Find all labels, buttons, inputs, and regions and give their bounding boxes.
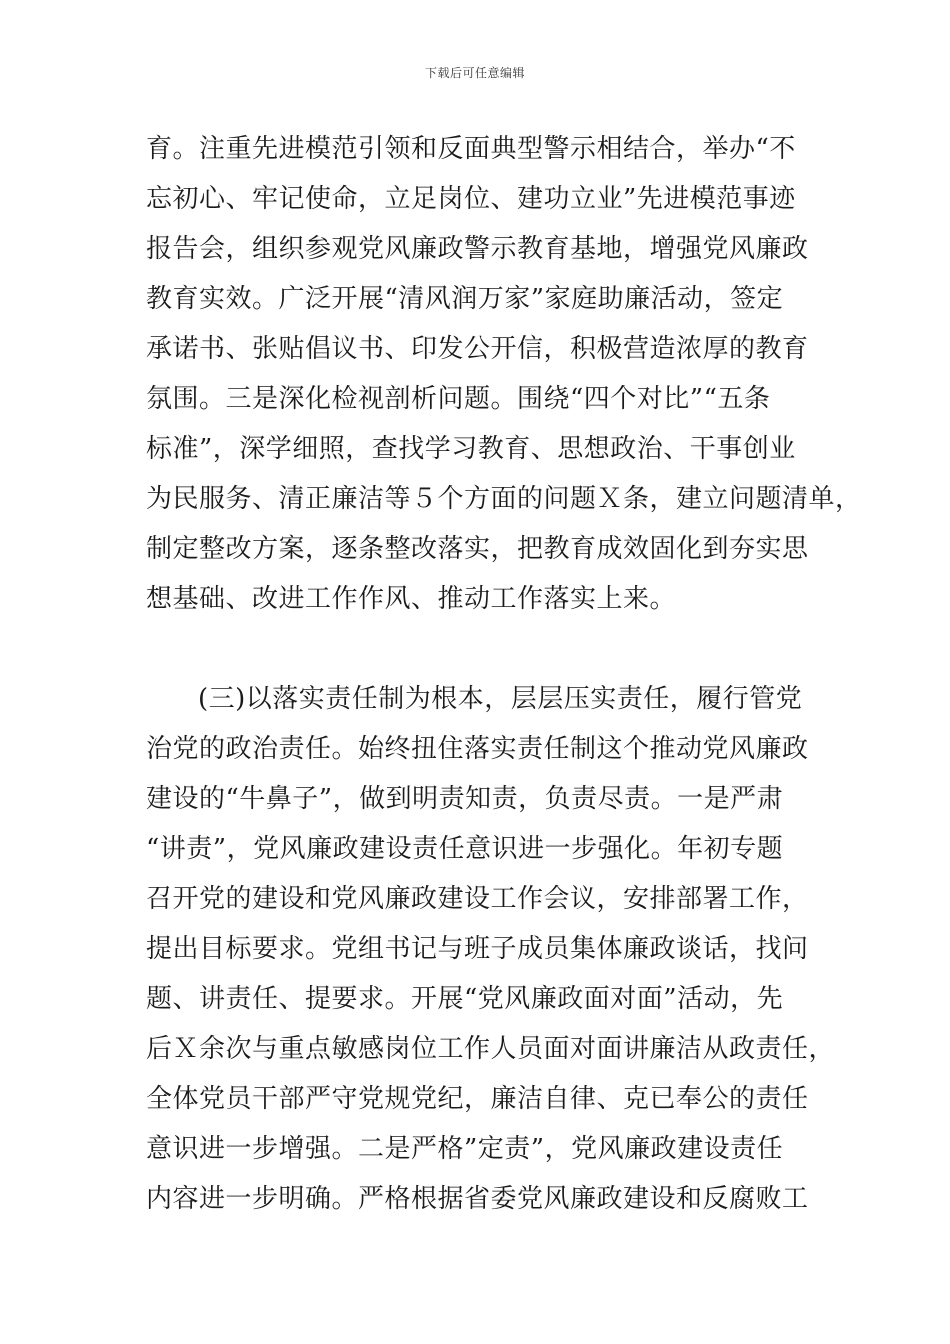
- text-line: 意识进一步增强。二是严格”定责”，党风廉政建设责任: [146, 1134, 784, 1164]
- text-line: 建设的“牛鼻子”，做到明责知责，负责尽责。一是严肃: [146, 784, 784, 814]
- text-line: 想基础、改进工作作风、推动工作落实上来。: [146, 584, 677, 614]
- text-line: 氛围。三是深化检视剖析问题。围绕“四个对比”“五条: [146, 384, 771, 414]
- text-line: 为民服务、清正廉洁等５个方面的问题Ｘ条，建立问题清单，: [146, 484, 862, 514]
- text-line: 育。注重先进模范引领和反面典型警示相结合，举办“不: [146, 134, 796, 164]
- text-line: 忘初心、牢记使命，立足岗位、建功立业”先进模范事迹: [146, 184, 796, 214]
- page-header: 下载后可任意编辑: [424, 66, 525, 80]
- text-line: 提出目标要求。党组书记与班子成员集体廉政谈话，找问: [146, 934, 809, 964]
- text-line: 后Ｘ余次与重点敏感岗位工作人员面对面讲廉洁从政责任，: [146, 1034, 836, 1064]
- text-line: 题、讲责任、提要求。开展“党风廉政面对面”活动，先: [146, 984, 784, 1014]
- body-paragraph-2: [146, 674, 836, 1224]
- text-line: 制定整改方案，逐条整改落实，把教育成效固化到夯实思: [146, 534, 809, 564]
- text-line: 教育实效。广泛开展“清风润万家”家庭助廉活动，签定: [146, 284, 784, 314]
- text-line: 内容进一步明确。严格根据省委党风廉政建设和反腐败工: [146, 1184, 809, 1214]
- section-heading-line: (三)以落实责任制为根本，层层压实责任，履行管党: [198, 684, 803, 714]
- text-line: 标准”，深学细照，查找学习教育、思想政治、干事创业: [146, 434, 796, 464]
- text-line: 治党的政治责任。始终扭住落实责任制这个推动党风廉政: [146, 734, 809, 764]
- text-line: 全体党员干部严守党规党纪，廉洁自律、克已奉公的责任: [146, 1084, 809, 1114]
- text-line: 报告会，组织参观党风廉政警示教育基地，增强党风廉政: [146, 234, 809, 264]
- text-line: 承诺书、张贴倡议书、印发公开信，积极营造浓厚的教育: [146, 334, 809, 364]
- text-line: “讲责”，党风廉政建设责任意识进一步强化。年初专题: [146, 834, 784, 864]
- text-line: 召开党的建设和党风廉政建设工作会议，安排部署工作，: [146, 884, 809, 914]
- body-paragraph-1: [146, 124, 862, 624]
